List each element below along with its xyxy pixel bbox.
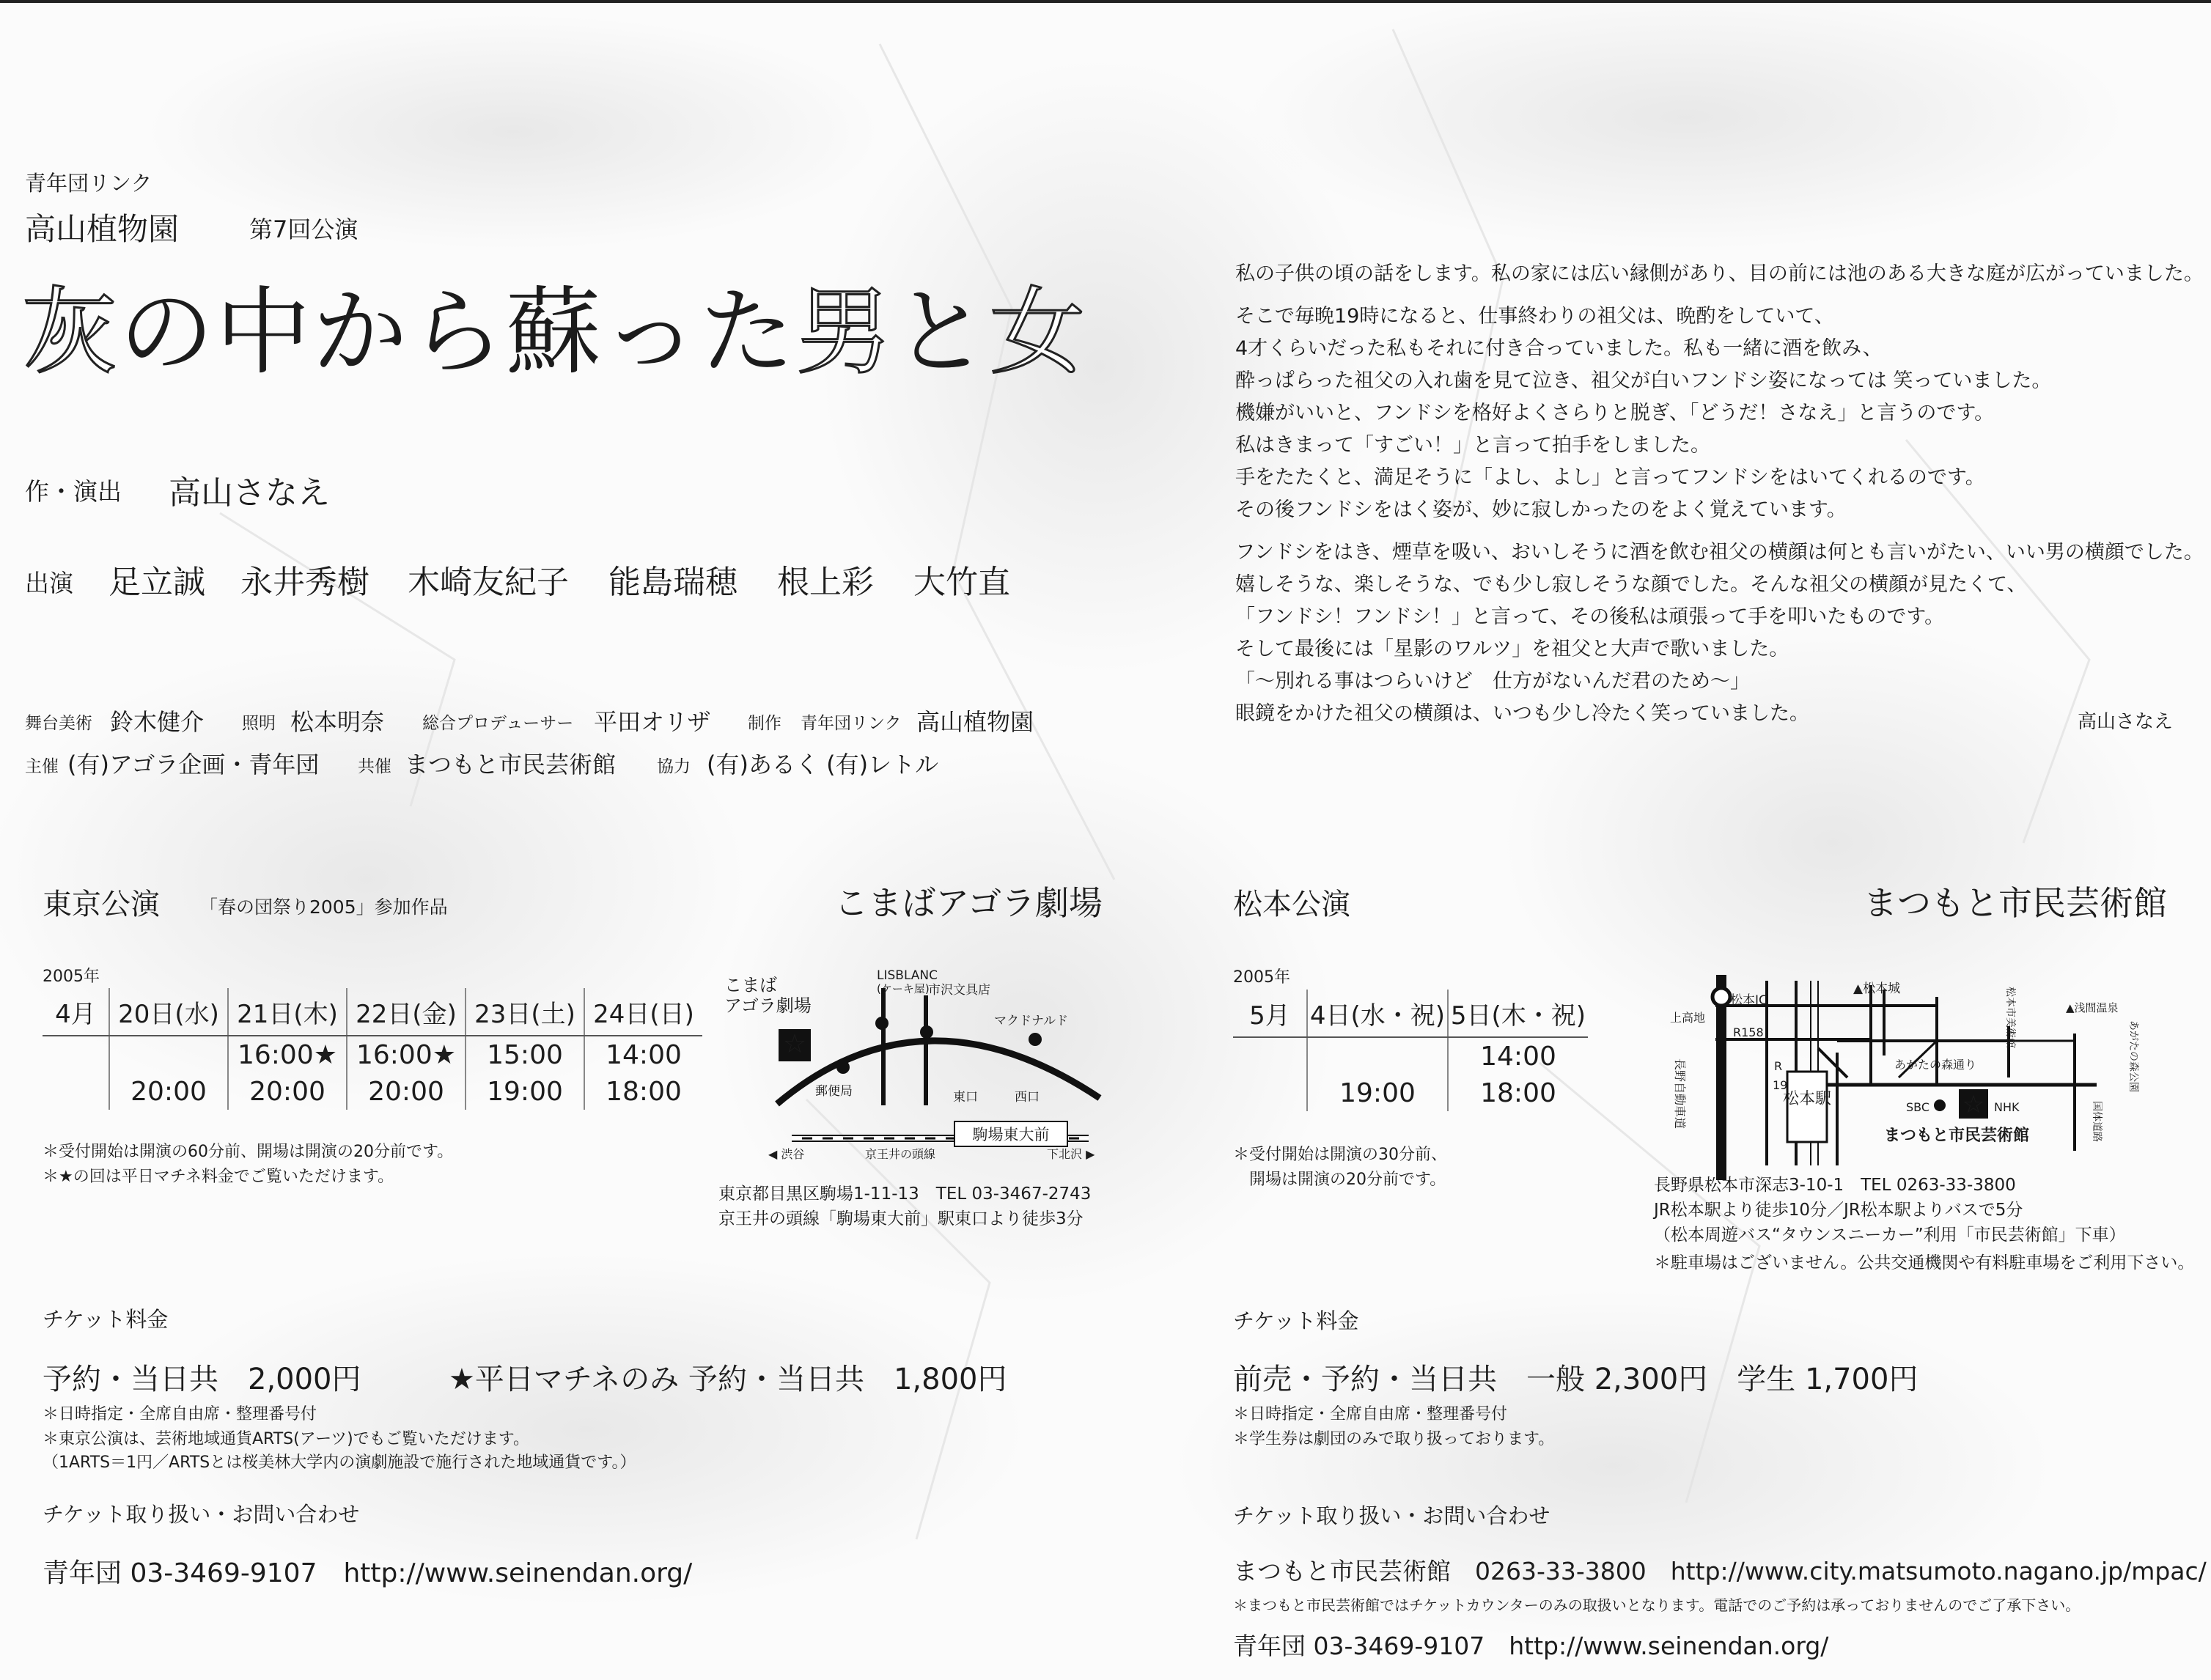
date-cell: 4日(水・祝) [1307, 990, 1448, 1037]
venue-star-icon: ☆ [1962, 1090, 1985, 1119]
tokyo-title: 東京公演 [43, 888, 160, 921]
staff-label: 青年団リンク [801, 714, 902, 733]
time-cell: 20:00 [109, 1073, 228, 1110]
organizer-label: 主催 [25, 757, 59, 776]
matsumoto-parking: ＊駐車場はございません。公共交通機関や有料駐車場をご利用下さい。 [1654, 1253, 2195, 1272]
map-label: SBC [1906, 1100, 1930, 1114]
staff-label: 総合プロデューサー [422, 714, 574, 733]
essay-line: 嬉しそうな、楽しそうな、でも少し寂しそうな顔でした。そんな祖父の横顔が見たくて、 [1235, 573, 2027, 596]
matsumoto-address: 長野県松本市深志3-10-1 TEL 0263-33-3800 [1654, 1176, 2016, 1195]
map-label: R158 [1733, 1025, 1764, 1039]
month-cell: 5月 [1233, 990, 1307, 1037]
time-cell: 18:00 [1448, 1075, 1588, 1111]
date-cell: 24日(日) [584, 988, 702, 1036]
map-label: ◀ 渋谷 [768, 1147, 805, 1161]
company-name: 高山植物園 [25, 211, 180, 247]
cast-member: 木崎友紀子 [408, 564, 569, 601]
map-label: 松本IC [1730, 993, 1767, 1008]
essay [1235, 258, 2204, 730]
essay-line: 「〜別れる事はつらいけど 仕方がないんだ君のため〜」 [1235, 670, 1750, 693]
title-part-1: 灰 [22, 276, 119, 388]
tokyo-year: 2005年 [43, 968, 100, 986]
matsumoto-venue: まつもと市民芸術館 [1864, 883, 2167, 923]
organizer-label: 協力 [657, 757, 691, 776]
map-label: R [1774, 1059, 1783, 1073]
staff-value: 高山植物園 [916, 708, 1034, 736]
map-label: あがたの森公園 [2127, 1020, 2139, 1092]
staff-value: 松本明奈 [290, 708, 385, 736]
matsumoto-contact-note: ＊まつもと市民芸術館ではチケットカウンターのみの取扱いとなります。電話でのご予約は承っておりませんのでご了承下さい。 [1233, 1596, 2081, 1614]
date-cell: 22日(金) [347, 988, 466, 1036]
time-cell: 14:00 [584, 1036, 702, 1073]
matsumoto-ticket-note: ＊学生券は劇団のみで取り扱っております。 [1233, 1430, 1555, 1448]
tokyo-contact-label: チケット取り扱い・お問い合わせ [43, 1502, 360, 1527]
staff-label: 舞台美術 [25, 714, 92, 733]
map-label: アゴラ劇場 [724, 995, 812, 1016]
essay-line: 「フンドシ！フンドシ！」と言って、その後私は頑張って手を叩いたものです。 [1235, 605, 1945, 628]
month-cell: 4月 [43, 988, 109, 1036]
author-name: 高山さなえ [169, 474, 330, 512]
essay-line: 4才くらいだった私もそれに付き合っていました。私も一緒に酒を飲み、 [1235, 337, 1883, 360]
title-part-2: の中から蘇った [119, 276, 797, 388]
organizer-value: (有)アゴラ企画・青年団 [67, 751, 320, 778]
matsumoto-note: ＊受付開始は開演の30分前、 [1233, 1146, 1447, 1164]
date-cell: 5日(木・祝) [1448, 990, 1588, 1037]
time-cell: 15:00 [466, 1036, 584, 1073]
matsumoto-title: 松本公演 [1233, 888, 1350, 921]
author-label: 作・演出 [25, 477, 122, 506]
time-cell [109, 1036, 228, 1073]
play-title [22, 276, 1087, 388]
tokyo-matinee-price: ★平日マチネのみ 予約・当日共 1,800円 [449, 1363, 1007, 1396]
tokyo-contact: 青年団 03-3469-9107 http://www.seinendan.org/ [43, 1558, 693, 1588]
cast-member: 永井秀樹 [240, 564, 369, 601]
map-station-label: 松本駅 [1782, 1090, 1832, 1108]
tokyo-venue: こまばアゴラ劇場 [834, 883, 1103, 923]
map-hall-label: まつもと市民芸術館 [1884, 1127, 2030, 1145]
tokyo-ticket-note: （1ARTS＝1円／ARTSとは桜美林大学内の演劇施設で施行された地域通貨です。） [43, 1454, 636, 1472]
title-part-3: 男 [796, 276, 894, 388]
cast-member: 足立誠 [108, 564, 205, 601]
map-label: 上高地 [1670, 1011, 1706, 1025]
map-label: ▲浅間温泉 [2066, 1001, 2119, 1014]
map-label: あがたの森通り [1894, 1058, 1977, 1072]
cast-label: 出演 [25, 569, 73, 597]
map-label: LISBLANC [877, 968, 938, 983]
map-label: マクドナルド [994, 1014, 1069, 1028]
map-label: 市沢文具店 [928, 983, 990, 998]
tokyo-price: 予約・当日共 2,000円 [43, 1363, 361, 1396]
matsumoto-access: （松本周遊バス“タウンスニーカー”利用「市民芸術館」下車） [1654, 1226, 2126, 1245]
time-cell: 14:00 [1448, 1037, 1588, 1075]
map-label: (ケーキ屋) [877, 982, 930, 995]
matsumoto-note: 開場は開演の20分前です。 [1233, 1171, 1446, 1189]
organizer-value: まつもと市民芸術館 [405, 751, 617, 778]
time-cell: 19:00 [1307, 1075, 1448, 1111]
date-cell: 23日(土) [466, 988, 584, 1036]
matsumoto-map [1664, 968, 2148, 1187]
matsumoto-ticket-note: ＊日時指定・全席自由席・整理番号付 [1233, 1405, 1508, 1423]
date-cell: 20日(水) [109, 988, 228, 1036]
map-label: 国体道路 [2091, 1101, 2103, 1142]
edition-label: 第7回公演 [249, 215, 358, 243]
organizer-label: 共催 [358, 757, 391, 776]
matsumoto-contact: まつもと市民芸術館 0263-33-3800 http://www.city.matsumoto.nagano.jp/mpac/ [1233, 1557, 2207, 1585]
time-cell: 18:00 [584, 1073, 702, 1110]
matsumoto-year: 2005年 [1233, 968, 1290, 987]
tokyo-note: ＊★の回は平日マチネ料金でご覧いただけます。 [43, 1168, 394, 1186]
group-name: 青年団リンク [25, 171, 152, 196]
essay-line: 私はきまって「すごい！」と言って拍手をしました。 [1235, 434, 1710, 457]
matsumoto-price: 前売・予約・当日共 一般 2,300円 学生 1,700円 [1233, 1363, 1918, 1396]
matsumoto-schedule [1233, 990, 1588, 1111]
cast-member: 大竹直 [913, 564, 1010, 601]
matsumoto-access: JR松本駅より徒歩10分／JR松本駅よりバスで5分 [1654, 1201, 2023, 1220]
map-station-label: 駒場東大前 [972, 1126, 1050, 1143]
map-label: 松本市美術館 [2004, 987, 2016, 1048]
title-part-5: 女 [990, 276, 1087, 388]
tokyo-ticket-note: ＊東京公演は、芸術地域通貨ARTS(アーツ)でもご覧いただけます。 [43, 1430, 530, 1448]
map-label: 長野自動車道 [1673, 1058, 1687, 1130]
map-label: 西口 [1015, 1090, 1040, 1105]
essay-line: その後フンドシをはく姿が、妙に寂しかったのをよく覚えています。 [1235, 498, 1847, 521]
date-cell: 21日(木) [228, 988, 347, 1036]
essay-line: 機嫌がいいと、フンドシを格好よくさらりと脱ぎ、「どうだ！さなえ」と言うのです。 [1235, 402, 1995, 424]
map-label: NHK [1994, 1100, 2020, 1114]
map-label: 下北沢 ▶ [1047, 1147, 1095, 1161]
matsumoto-ticket-label: チケット料金 [1233, 1308, 1359, 1333]
time-cell: 20:00 [347, 1073, 466, 1110]
title-part-4: と [893, 276, 990, 388]
map-label: こまば [724, 975, 777, 995]
tokyo-ticket-label: チケット料金 [43, 1307, 169, 1332]
tokyo-schedule [43, 988, 702, 1110]
time-cell: 16:00★ [228, 1036, 347, 1073]
top-border [0, 0, 2211, 3]
tokyo-ticket-note: ＊日時指定・全席自由席・整理番号付 [43, 1405, 317, 1423]
time-cell [1307, 1037, 1448, 1075]
tokyo-address: 東京都目黒区駒場1-11-13 TEL 03-3467-2743 [718, 1185, 1092, 1204]
cast-member: 根上彩 [777, 564, 874, 601]
staff-value: 平田オリザ [594, 708, 711, 736]
essay-line: そして最後には「星影のワルツ」を祖父と大声で歌いました。 [1235, 638, 1789, 660]
time-cell: 19:00 [466, 1073, 584, 1110]
staff-label: 制作 [748, 714, 781, 733]
tokyo-access: 京王井の頭線「駒場東大前」駅東口より徒歩3分 [718, 1209, 1084, 1228]
essay-line: 私の子供の頃の話をします。私の家には広い縁側があり、目の前には池のある大きな庭が広がっていました。 [1235, 262, 2204, 285]
time-cell: 16:00★ [347, 1036, 466, 1073]
map-label: ▲松本城 [1853, 981, 1901, 996]
essay-line: そこで毎晩19時になると、仕事終わりの祖父は、晩酌をしていて、 [1235, 305, 1834, 328]
essay-line: 酔っぱらった祖父の入れ歯を見て泣き、祖父が白いフンドシ姿になっては 笑っていました。 [1235, 369, 2052, 392]
map-label: 19 [1773, 1078, 1788, 1092]
cast-member: 能島瑞穂 [608, 564, 737, 601]
essay-signature: 高山さなえ [2077, 711, 2173, 733]
map-label: 郵便局 [815, 1084, 853, 1099]
map-label: 京王井の頭線 [865, 1147, 936, 1161]
venue-star-icon: ☆ [782, 1029, 807, 1059]
tokyo-subtitle: 「春の団祭り2005」参加作品 [199, 896, 448, 918]
tokyo-map [718, 966, 1114, 1193]
tokyo-note: ＊受付開始は開演の60分前、開場は開演の20分前です。 [43, 1143, 454, 1161]
essay-line: 眼鏡をかけた祖父の横顔は、いつも少し冷たく笑っていました。 [1235, 702, 1809, 725]
matsumoto-contact-label: チケット取り扱い・お問い合わせ [1233, 1503, 1550, 1528]
staff-label: 照明 [242, 714, 276, 733]
essay-line: 手をたたくと、満足そうに「よし、よし」と言ってフンドシをはいてくれるのです。 [1235, 466, 1985, 489]
essay-line: フンドシをはき、煙草を吸い、おいしそうに酒を飲む祖父の横顔は何とも言いがたい、いい男の横顔でした。 [1235, 541, 2204, 564]
matsumoto-contact-seinendan: 青年団 03-3469-9107 http://www.seinendan.org/ [1233, 1632, 1829, 1660]
staff-value: 鈴木健介 [110, 708, 205, 736]
map-label: 東口 [953, 1090, 978, 1105]
organizer-value: (有)あるく (有)レトル [707, 751, 939, 778]
time-cell: 20:00 [228, 1073, 347, 1110]
